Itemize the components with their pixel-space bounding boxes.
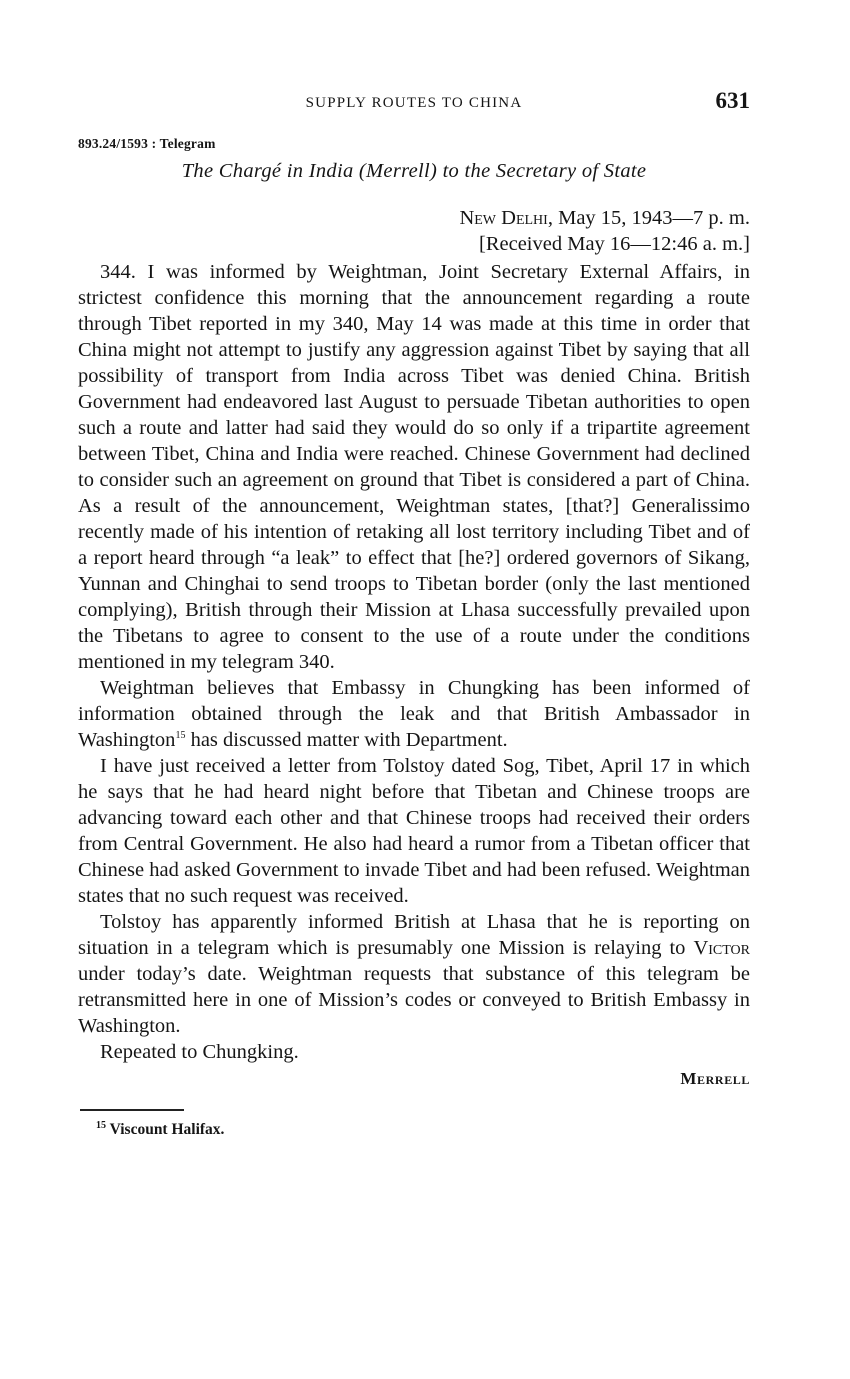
code-name-victor: Victor [693, 937, 750, 959]
running-header [78, 88, 750, 122]
signature: Merrell [680, 1069, 750, 1088]
running-title: SUPPLY ROUTES TO CHINA [305, 95, 523, 111]
dateline-sent [78, 205, 750, 231]
paragraph-4-text-b: under today’s date. Weightman requests that substance of this telegram be retransmitted here in one of Mission’s codes or conveyed to British Embassy in Washington. [78, 963, 750, 1037]
paragraph-2-text-a: Weightman believes that Embassy in Chungking has been informed of information obtained through the leak and that British Ambassador in Washington [78, 677, 750, 751]
paragraph-2-text-b: has discussed matter with Department. [185, 729, 508, 751]
document-title: The Chargé in India (Merrell) to the Secretary of State [181, 160, 647, 182]
footnote-divider [80, 1109, 184, 1111]
file-reference: 893.24/1593 : Telegram [78, 136, 216, 151]
dateline-place: New Delhi [459, 207, 548, 229]
paragraph-4 [78, 909, 750, 1039]
dateline-date: , May 15, 1943—7 p. m. [547, 207, 750, 229]
footnote [96, 1121, 750, 1139]
paragraph-2 [78, 675, 750, 753]
telegram-body [78, 259, 750, 1065]
paragraph-1: 344. I was informed by Weightman, Joint Secretary External Affairs, in strictest confidence this morning that the announcement regarding a route through Tibet reported in my 340, May 14 was made at this time in order that China might not attempt to justify any aggression against Tibet by saying that all possibility of transport from India across Tibet was denied China. British Government had endeavored last August to persuade Tibetan authorities to open such a route and latter had said they would do so only if a tripartite agreement between Tibet, China and India were reached. Chinese Government had declined to consider such an agreement on ground that Tibet is considered a part of China. As a result of the announcement, Weightman states, [that?] Generalissimo recently made of his intention of retaking all lost territory including Tibet and of a report heard through “a leak” to effect that [he?] ordered governors of Sikang, Yunnan and Chinghai to send troops to Tibetan border (only the last mentioned complying), British through their Mission at Lhasa successfully prevailed upon the Tibetans to agree to consent to the use of a route under the conditions mentioned in my telegram 340. [78, 261, 750, 673]
dateline-received: [Received May 16—12:46 a. m.] [479, 233, 750, 255]
footnote-reference: 15 [175, 730, 186, 742]
page-number: 631 [715, 88, 750, 113]
dateline [78, 205, 750, 257]
footnote-number: 15 [96, 1119, 106, 1131]
document-page [78, 88, 750, 1139]
paragraph-4-text-a: Tolstoy has apparently informed British at Lhasa that he is reporting on situation in a telegram which is presumably one Mission is relaying to [78, 911, 750, 959]
paragraph-3: I have just received a letter from Tolstoy dated Sog, Tibet, April 17 in which he says that he had heard night before that Tibetan and Chinese troops are advancing toward each other and that Chinese troops had received their orders from Central Government. He also had heard a rumor from a Tibetan officer that Chinese had asked Government to invade Tibet and had been refused. Weightman states that no such request was received. [78, 755, 750, 907]
footnote-text: Viscount Halifax. [109, 1121, 225, 1138]
paragraph-5: Repeated to Chungking. [100, 1041, 299, 1063]
